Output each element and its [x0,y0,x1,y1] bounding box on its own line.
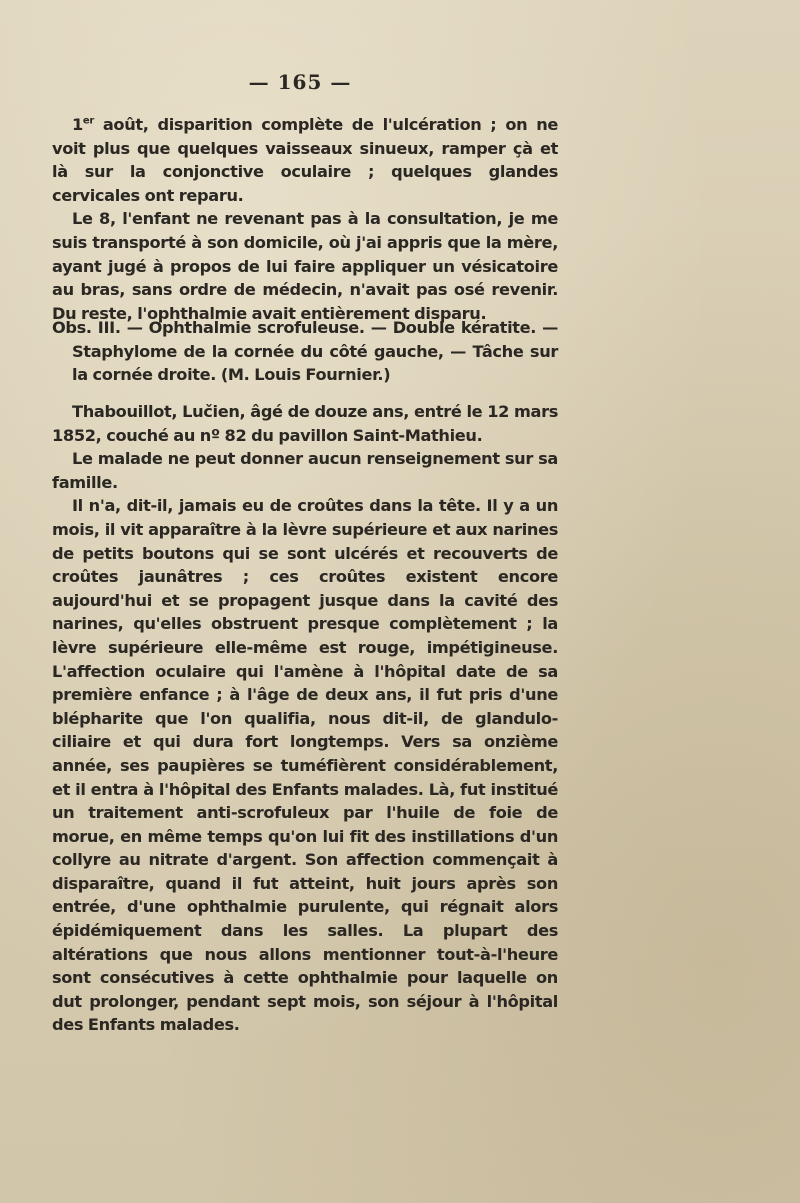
paragraph-patient-intro: Thabouillot, Lučien, âgé de douze ans, entré le 12 mars 1852, couché au nº 82 du pavillon Saint-Mathieu. [52,402,558,445]
paragraph-home-visit: Le 8, l'enfant ne revenant pas à la consultation, je me suis transporté à son domicile, où j'ai appris que la mère, ayant jugé à propos de lui faire appliquer un vésicatoire au bras, sans ordre de médecin, n'avait pas osé revenir. Du reste, l'ophthalmie avait entièrement disparu. [52,209,558,323]
opening-paragraphs [52,113,558,325]
paragraph-text: août, disparition complète de l'ulcération ; on ne voit plus que quelques vaisseaux sinueux, ramper çà et là sur la conjonctive oculaire ; quelques glandes cervicales ont reparu. [52,115,558,205]
case-description [52,400,558,1037]
paragraph-text: 1 [72,115,83,134]
paragraph-history: Il n'a, dit-il, jamais eu de croûtes dans la tête. Il y a un mois, il vit apparaître à la lèvre supérieure et aux narines de petits boutons qui se sont ulcérés et recouverts de croûtes jaunâtres ; ces croûtes existent encore aujourd'hui et se propagent jusque dans la cavité des narines, qu'elles obstruent presque complètement ; la lèvre supérieure elle-même est rouge, impétigineuse. L'affection oculaire qui l'amène à l'hôpital date de sa première enfance ; à l'âge de deux ans, il fut pris d'une blépharite que l'on qualifia, nous dit-il, de glandulo-ciliaire et qui dura fort longtemps. Vers sa onzième année, ses paupières se tuméfièrent considérablement, et il entra à l'hôpital des Enfants malades. Là, fut institué un traitement anti-scrofuleux par l'huile de foie de morue, en même temps qu'on lui fit des instillations d'un collyre au nitrate d'argent. Son affection commençait à disparaître, quand il fut atteint, huit jours après son entrée, d'une ophthalmie purulente, qui régnait alors épidémiquement dans les salles. La plupart des altérations que nous allons mentionner tout-à-l'heure sont consécutives à cette ophthalmie pour laquelle on dut prolonger, pendant sept mois, son séjour à l'hôpital des Enfants malades. [52,496,558,1035]
paragraph-first-august [52,113,558,207]
observation-heading: Obs. III. — Ophthalmie scrofuleuse. — Double kératite. — Staphylome de la cornée du côté gauche, — Tâche sur la cornée droite. (M. Louis Fournier.) [52,318,558,385]
paragraph-family: Le malade ne peut donner aucun renseignement sur sa famille. [52,449,558,492]
superscript: er [82,115,94,127]
observation-heading-block [52,316,558,387]
page-number: — 165 — [248,70,352,94]
